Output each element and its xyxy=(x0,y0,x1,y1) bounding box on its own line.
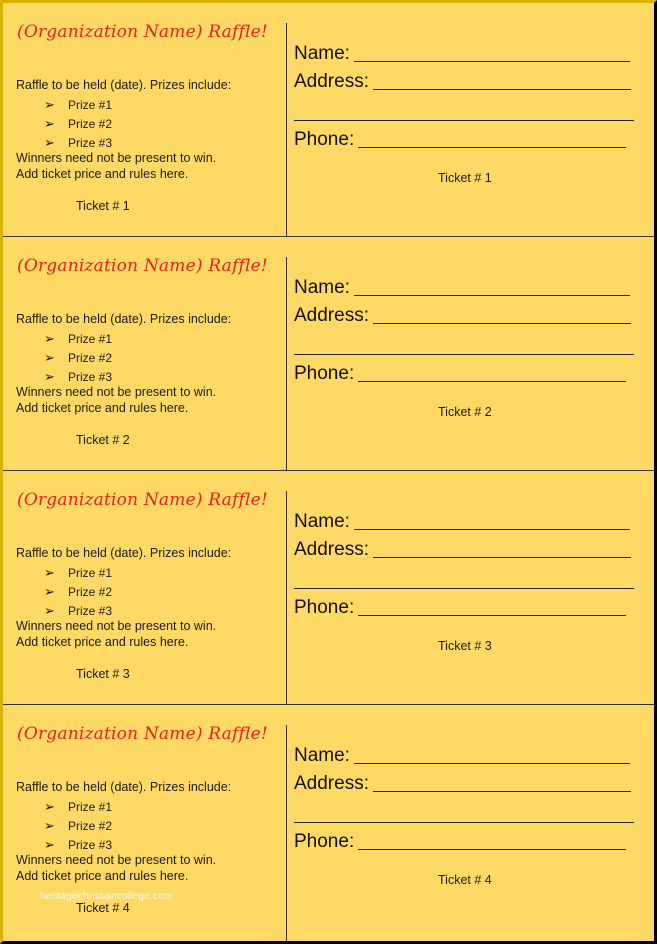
phone-label: Phone: xyxy=(294,597,355,618)
stub-ticket-number: Ticket # 2 xyxy=(76,433,130,447)
arrowhead-bullet-icon: ➢ xyxy=(44,97,55,112)
ticket-title: (Organization Name) Raffle! xyxy=(17,22,268,42)
address-second-line[interactable] xyxy=(294,354,634,355)
prize-item: ➢ Prize #1 xyxy=(44,97,113,112)
form-ticket-number: Ticket # 3 xyxy=(438,639,492,653)
prize-item: ➢ Prize #3 xyxy=(44,603,113,618)
arrowhead-bullet-icon: ➢ xyxy=(44,331,55,346)
perforation-divider xyxy=(286,491,287,704)
ticket-title: (Organization Name) Raffle! xyxy=(17,724,268,744)
rules-line: Add ticket price and rules here. xyxy=(16,869,189,883)
arrowhead-bullet-icon: ➢ xyxy=(44,369,55,384)
name-field[interactable] xyxy=(294,41,630,65)
rules-line: Add ticket price and rules here. xyxy=(16,401,189,415)
raffle-description: Raffle to be held (date). Prizes include: xyxy=(16,78,232,92)
prize-list xyxy=(44,797,112,854)
ticket-title: (Organization Name) Raffle! xyxy=(17,490,268,510)
perforation-divider xyxy=(286,725,287,941)
prize-list xyxy=(44,95,112,152)
arrowhead-bullet-icon: ➢ xyxy=(44,837,55,852)
perforation-divider xyxy=(286,23,287,236)
perforation-divider xyxy=(286,257,287,470)
prize-item: ➢ Prize #1 xyxy=(44,331,113,346)
prize-list xyxy=(44,563,112,620)
arrowhead-bullet-icon: ➢ xyxy=(44,565,55,580)
prize-item: ➢ Prize #2 xyxy=(44,116,113,131)
name-input-line[interactable] xyxy=(354,763,630,764)
address-field[interactable] xyxy=(294,69,631,93)
form-ticket-number: Ticket # 4 xyxy=(438,873,492,887)
rules-line: Winners need not be present to win. xyxy=(16,385,217,399)
raffle-ticket-3 xyxy=(3,471,654,705)
arrowhead-bullet-icon: ➢ xyxy=(44,818,55,833)
raffle-rules xyxy=(16,150,216,182)
form-ticket-number: Ticket # 1 xyxy=(438,171,492,185)
raffle-ticket-2 xyxy=(3,237,654,471)
phone-label: Phone: xyxy=(294,129,355,150)
stub-ticket-number: Ticket # 1 xyxy=(76,199,130,213)
address-label: Address: xyxy=(294,539,369,560)
name-label: Name: xyxy=(294,511,350,532)
phone-field[interactable] xyxy=(294,595,626,619)
prize-item: ➢ Prize #3 xyxy=(44,135,113,150)
raffle-description: Raffle to be held (date). Prizes include: xyxy=(16,546,232,560)
ticket-title: (Organization Name) Raffle! xyxy=(17,256,268,276)
arrowhead-bullet-icon: ➢ xyxy=(44,584,55,599)
address-second-line[interactable] xyxy=(294,588,634,589)
prize-item: ➢ Prize #1 xyxy=(44,799,113,814)
arrowhead-bullet-icon: ➢ xyxy=(44,116,55,131)
name-label: Name: xyxy=(294,43,350,64)
address-input-line[interactable] xyxy=(373,89,631,90)
address-field[interactable] xyxy=(294,771,631,795)
raffle-ticket-1 xyxy=(3,3,654,237)
raffle-rules xyxy=(16,852,216,884)
name-label: Name: xyxy=(294,277,350,298)
address-label: Address: xyxy=(294,71,369,92)
raffle-rules xyxy=(16,384,216,416)
prize-item: ➢ Prize #2 xyxy=(44,584,113,599)
address-input-line[interactable] xyxy=(373,791,631,792)
rules-line: Winners need not be present to win. xyxy=(16,853,217,867)
address-label: Address: xyxy=(294,773,369,794)
arrowhead-bullet-icon: ➢ xyxy=(44,135,55,150)
phone-field[interactable] xyxy=(294,829,626,853)
stub-ticket-number: Ticket # 4 xyxy=(76,901,130,915)
name-input-line[interactable] xyxy=(354,61,630,62)
rules-line: Winners need not be present to win. xyxy=(16,619,217,633)
address-second-line[interactable] xyxy=(294,120,634,121)
prize-item: ➢ Prize #2 xyxy=(44,350,113,365)
phone-input-line[interactable] xyxy=(358,615,626,616)
arrowhead-bullet-icon: ➢ xyxy=(44,603,55,618)
raffle-rules xyxy=(16,618,216,650)
rules-line: Add ticket price and rules here. xyxy=(16,167,189,181)
form-ticket-number: Ticket # 2 xyxy=(438,405,492,419)
name-field[interactable] xyxy=(294,509,630,533)
raffle-ticket-4 xyxy=(3,705,654,941)
prize-item: ➢ Prize #1 xyxy=(44,565,113,580)
site-watermark: heritagechristiancollege.com xyxy=(40,891,173,902)
phone-input-line[interactable] xyxy=(358,147,626,148)
address-input-line[interactable] xyxy=(373,323,631,324)
phone-field[interactable] xyxy=(294,361,626,385)
prize-item: ➢ Prize #3 xyxy=(44,837,113,852)
phone-input-line[interactable] xyxy=(358,849,626,850)
raffle-description: Raffle to be held (date). Prizes include: xyxy=(16,780,232,794)
stub-ticket-number: Ticket # 3 xyxy=(76,667,130,681)
address-field[interactable] xyxy=(294,537,631,561)
arrowhead-bullet-icon: ➢ xyxy=(44,799,55,814)
rules-line: Winners need not be present to win. xyxy=(16,151,217,165)
address-field[interactable] xyxy=(294,303,631,327)
prize-item: ➢ Prize #3 xyxy=(44,369,113,384)
address-second-line[interactable] xyxy=(294,822,634,823)
phone-label: Phone: xyxy=(294,363,355,384)
arrowhead-bullet-icon: ➢ xyxy=(44,350,55,365)
prize-item: ➢ Prize #2 xyxy=(44,818,113,833)
address-input-line[interactable] xyxy=(373,557,631,558)
phone-input-line[interactable] xyxy=(358,381,626,382)
raffle-description: Raffle to be held (date). Prizes include: xyxy=(16,312,232,326)
rules-line: Add ticket price and rules here. xyxy=(16,635,189,649)
name-label: Name: xyxy=(294,745,350,766)
phone-field[interactable] xyxy=(294,127,626,151)
phone-label: Phone: xyxy=(294,831,355,852)
prize-list xyxy=(44,329,112,386)
name-input-line[interactable] xyxy=(354,529,630,530)
name-field[interactable] xyxy=(294,275,630,299)
address-label: Address: xyxy=(294,305,369,326)
name-field[interactable] xyxy=(294,743,630,767)
name-input-line[interactable] xyxy=(354,295,630,296)
